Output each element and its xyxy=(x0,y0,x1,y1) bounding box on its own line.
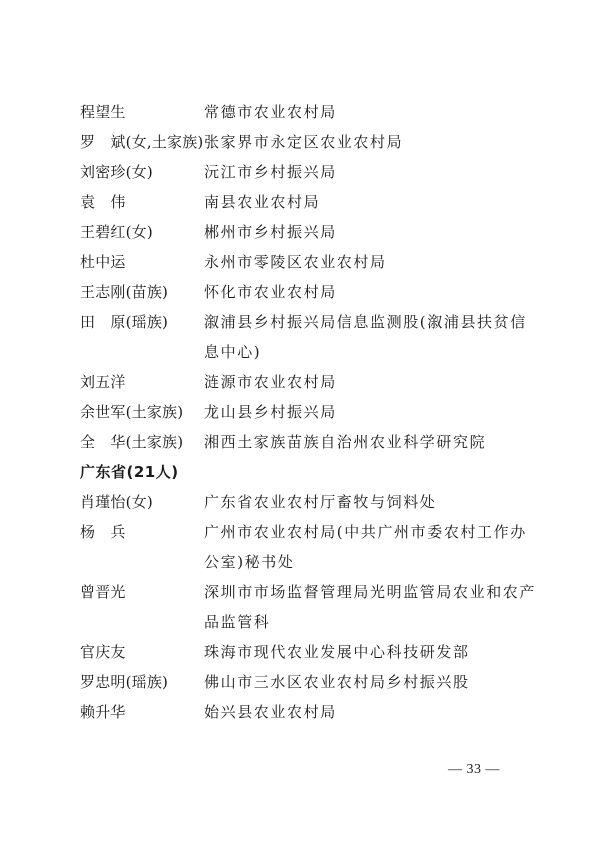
organization: 广东省农业农村厅畜牧与饲料处 xyxy=(204,493,437,511)
organization: 始兴县农业农村局 xyxy=(204,703,337,721)
organization: 沅江市乡村振兴局 xyxy=(204,163,337,181)
list-item xyxy=(80,217,540,247)
list-item xyxy=(80,397,540,427)
person-name: 杨 兵 xyxy=(80,523,126,541)
organization: 龙山县乡村振兴局 xyxy=(204,403,337,421)
list-item xyxy=(80,247,540,277)
person-name: 肖瑾怡(女) xyxy=(80,493,153,511)
person-name: 罗忠明(瑶族) xyxy=(80,673,169,691)
organization: 常德市农业农村局 xyxy=(204,103,337,121)
list-item xyxy=(80,427,540,457)
organization: 南县农业农村局 xyxy=(204,193,321,211)
person-name: 田 原(瑶族) xyxy=(80,313,169,331)
organization: 湘西土家族苗族自治州农业科学研究院 xyxy=(204,433,487,451)
entry-list xyxy=(80,97,540,727)
person-name: 赖升华 xyxy=(80,703,126,721)
person-name: 刘密珍(女) xyxy=(80,163,153,181)
organization: 怀化市农业农村局 xyxy=(204,283,337,301)
organization: 溆浦县乡村振兴局信息监测股(溆浦县扶贫信息中心) xyxy=(204,313,527,361)
organization: 佛山市三水区农业农村局乡村振兴股 xyxy=(204,673,470,691)
list-item xyxy=(80,697,540,727)
person-name: 刘五洋 xyxy=(80,373,126,391)
person-name: 曾晋光 xyxy=(80,583,126,601)
list-item xyxy=(80,277,540,307)
person-name: 袁 伟 xyxy=(80,193,126,211)
list-item xyxy=(80,307,540,367)
organization: 深圳市市场监督管理局光明监管局农业和农产品监管科 xyxy=(204,583,537,631)
list-item xyxy=(80,517,540,577)
list-item xyxy=(80,637,540,667)
person-name: 余世军(土家族) xyxy=(80,403,184,421)
person-name: 全 华(土家族) xyxy=(80,433,184,451)
person-name: 杜中运 xyxy=(80,253,126,271)
province-heading: 广东省(21人) xyxy=(80,463,179,481)
list-item xyxy=(80,577,540,637)
organization: 郴州市乡村振兴局 xyxy=(204,223,337,241)
organization: 广州市农业农村局(中共广州市委农村工作办公室)秘书处 xyxy=(204,523,527,571)
list-item xyxy=(80,487,540,517)
person-name: 王志刚(苗族) xyxy=(80,283,169,301)
list-item xyxy=(80,157,540,187)
page-number: — 33 — xyxy=(448,762,500,777)
person-name: 王碧红(女) xyxy=(80,223,153,241)
list-item xyxy=(80,667,540,697)
list-item xyxy=(80,187,540,217)
organization: 张家界市永定区农业农村局 xyxy=(204,133,404,151)
list-item xyxy=(80,97,540,127)
organization: 珠海市现代农业发展中心科技研发部 xyxy=(204,643,470,661)
organization: 涟源市农业农村局 xyxy=(204,373,337,391)
organization: 永州市零陵区农业农村局 xyxy=(204,253,387,271)
list-item xyxy=(80,367,540,397)
person-name: 程望生 xyxy=(80,103,126,121)
person-name: 罗 斌(女,土家族) xyxy=(80,133,204,151)
list-item xyxy=(80,127,540,157)
person-name: 官庆友 xyxy=(80,643,126,661)
